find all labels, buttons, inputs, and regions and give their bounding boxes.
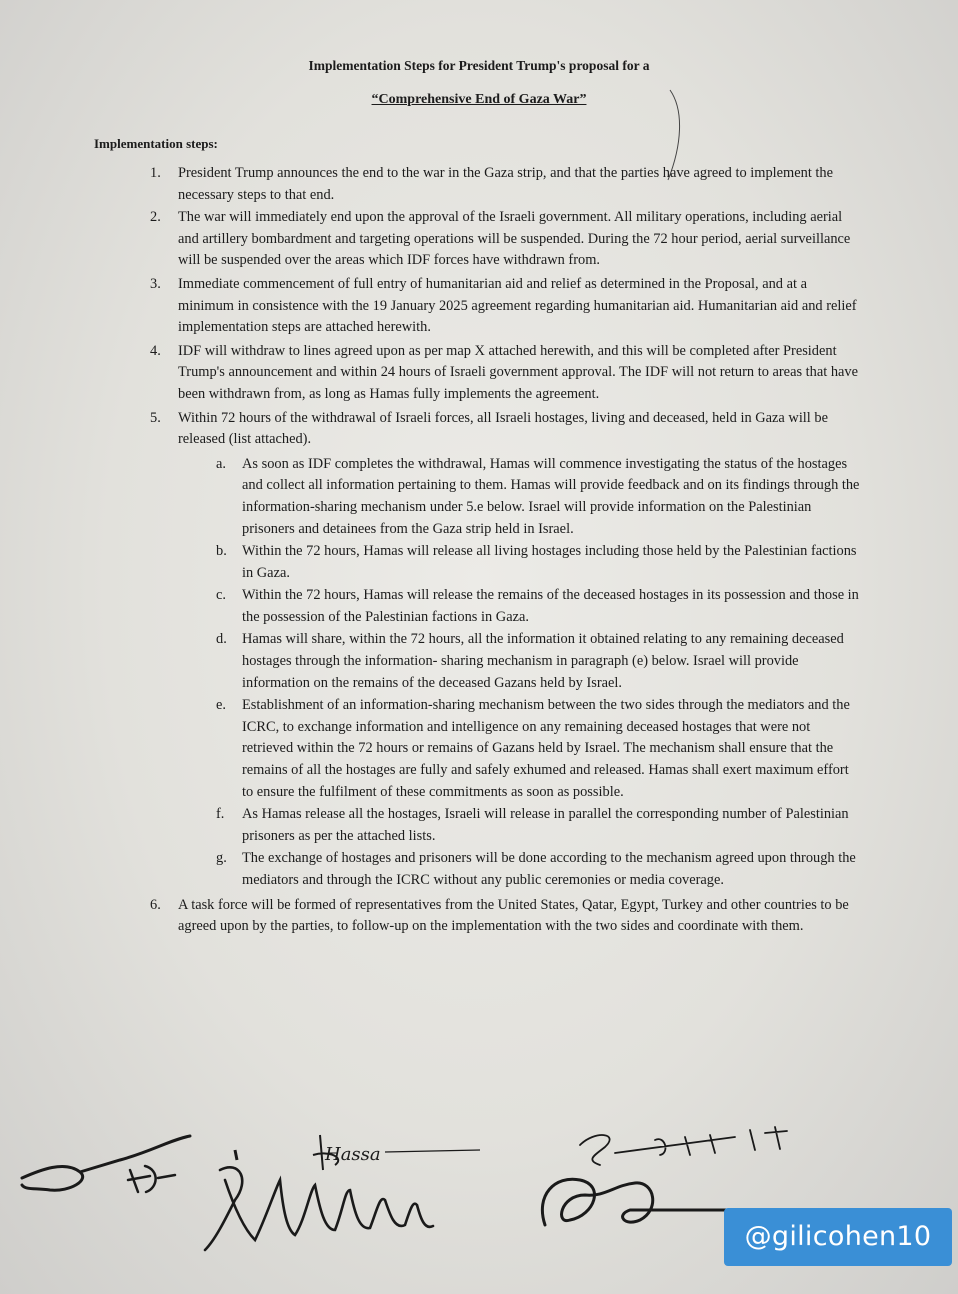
item-number: 4.	[150, 342, 161, 359]
document-title-line2: “Comprehensive End of Gaza War”	[371, 92, 587, 107]
item-text: A task force will be formed of representatives from the United States, Qatar, Egypt, Turkey and other countries to be agreed upon by the parties, to follow-up on the implementation with the two sides and coordinate with them.	[178, 896, 849, 935]
steps-list	[140, 163, 862, 938]
sub-item	[140, 695, 862, 803]
sub-item-letter: d.	[216, 631, 227, 648]
item-number: 1.	[150, 165, 161, 181]
item-number: 3.	[150, 275, 161, 292]
sub-item	[140, 629, 862, 694]
sub-item	[140, 804, 862, 847]
document-title-line1: Implementation Steps for President Trump's proposal for a	[308, 58, 650, 73]
sub-item-text: Within the 72 hours, Hamas will release all living hostages including those held by the Palestinian factions in Gaza.	[242, 543, 857, 581]
item-text: IDF will withdraw to lines agreed upon as per map X attached herewith, and this will be completed after President Trump's announcement and within 24 hours of Israeli government approval. The IDF will not return to areas that have been withdrawn from, as long as Hamas fully implements the agreement.	[178, 342, 858, 402]
steps-heading: Implementation steps:	[94, 136, 218, 151]
svg-text:Hassa: Hassa	[325, 1144, 381, 1165]
sub-item-letter: e.	[216, 697, 226, 714]
signature-1	[10, 1130, 200, 1210]
signature-2	[195, 1130, 485, 1270]
sub-item	[140, 848, 862, 891]
watermark-handle: @gilicohen10	[724, 1208, 952, 1266]
sub-item-letter: a.	[216, 455, 226, 472]
sub-item-text: Establishment of an information-sharing mechanism between the two sides through the mediators and the ICRC, to exchange information and intelligence on any remaining deceased hostages that were not retrieved within the 72 hours or remains of Gazans held by Israel. The mechanism shall ensure that the remains of all the hostages are fully and safely exhumed and released. Hamas shall exert maximum effort to ensure the fulfilment of these commitments as soon as possible.	[242, 697, 850, 800]
item-text: Within 72 hours of the withdrawal of Israeli forces, all Israeli hostages, living and deceased, held in Gaza will be released (list attached).	[178, 409, 828, 448]
sub-item	[140, 454, 862, 540]
item-number: 2.	[150, 209, 161, 226]
list-item	[140, 408, 862, 451]
item-text: Immediate commencement of full entry of humanitarian aid and relief as determined in the Proposal, and at a minimum in consistence with the 19 January 2025 agreement regarding humanitarian aid. Humanitarian aid and relief implementation steps are attached herewith.	[178, 275, 857, 336]
item-number: 6.	[150, 896, 161, 913]
sub-item	[140, 541, 862, 584]
sub-item-letter: f.	[216, 806, 225, 823]
sub-item-text: Hamas will share, within the 72 hours, all the information it obtained relating to any remaining deceased hostages through the information- sharing mechanism in paragraph (e) below. Israel will provide information on the remains of the deceased Gazans held by Israel.	[242, 631, 844, 691]
list-item	[140, 895, 862, 938]
sub-item-letter: b.	[216, 543, 227, 560]
sub-item-letter: g.	[216, 850, 227, 867]
sub-item-text: The exchange of hostages and prisoners will be done according to the mechanism agreed upon through the mediators and through the ICRC without any public ceremonies or media coverage.	[242, 850, 856, 888]
list-item	[140, 207, 862, 272]
list-item	[140, 163, 862, 206]
item-number: 5.	[150, 409, 161, 426]
list-item	[140, 341, 862, 406]
sub-item-text: Within the 72 hours, Hamas will release the remains of the deceased hostages in its possession and those in the possession of the Palestinian factions in Gaza.	[242, 587, 859, 625]
item-text: President Trump announces the end to the war in the Gaza strip, and that the parties have agreed to implement the necessary steps to that end.	[178, 165, 833, 203]
sub-item-letter: c.	[216, 587, 226, 604]
list-item	[140, 274, 862, 339]
sub-item	[140, 585, 862, 628]
sub-item-text: As Hamas release all the hostages, Israeli will release in parallel the corresponding number of Palestinian prisoners as per the attached lists.	[242, 806, 849, 844]
sub-item-text: As soon as IDF completes the withdrawal, Hamas will commence investigating the status of the hostages and collect all information pertaining to them. Hamas will provide feedback and on its findings through the information-sharing mechanism under 5.e below. Israel will provide information on the Palestinian prisoners and detainees from the Gaza strip held in Israel.	[242, 455, 860, 537]
item-text: The war will immediately end upon the approval of the Israeli government. All military operations, including aerial and artillery bombardment and targeting operations will be suspended. During the 72 hour period, aerial surveillance will be suspended over the areas which IDF forces have withdrawn from.	[178, 209, 851, 269]
